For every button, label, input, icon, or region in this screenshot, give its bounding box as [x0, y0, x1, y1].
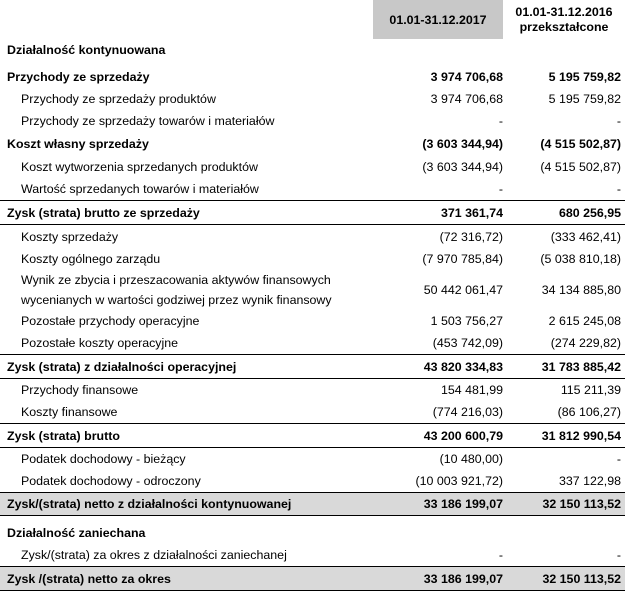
- row-label: Koszty ogólnego zarządu: [21, 252, 161, 266]
- table-row: [0, 355, 625, 379]
- value-2017: 371 361,74: [440, 205, 503, 220]
- value-2016: 337 122,98: [558, 474, 621, 488]
- value-2016: 31 783 885,42: [541, 359, 621, 374]
- table-row: [0, 132, 625, 156]
- table-row: [0, 310, 625, 332]
- header-2016-period: 01.01-31.12.2016: [515, 4, 613, 19]
- table-row: [0, 248, 625, 270]
- value-2016: (86 106,27): [557, 405, 621, 419]
- table-row: [0, 379, 625, 401]
- table-row: [0, 178, 625, 201]
- table-row: [0, 567, 625, 591]
- row-label: Koszty finansowe: [21, 405, 118, 419]
- value-2016: -: [616, 452, 621, 466]
- table-row: [0, 66, 625, 88]
- table-row: [0, 543, 625, 567]
- value-2016: (333 462,41): [550, 229, 621, 244]
- value-2016: 31 812 990,54: [541, 428, 621, 443]
- table-row: [0, 201, 625, 225]
- row-label: Zysk/(strata) za okres z działalności zaniechanej: [21, 547, 287, 562]
- row-label: Koszt wytworzenia sprzedanych produktów: [21, 160, 258, 174]
- value-2016: 2 615 245,08: [548, 314, 621, 328]
- value-2017: -: [498, 547, 503, 562]
- value-2016: 5 195 759,82: [548, 70, 621, 84]
- header-label-cell: [0, 0, 373, 39]
- value-2016: 34 134 885,80: [541, 283, 621, 297]
- value-2016: (274 229,82): [550, 336, 621, 350]
- table-row: [0, 88, 625, 110]
- value-2017: (72 316,72): [439, 229, 503, 244]
- value-2016: 115 211,39: [560, 383, 621, 397]
- row-label: Działalność zaniechana: [7, 525, 146, 540]
- value-2017: 33 186 199,07: [423, 497, 503, 511]
- row-label: Przychody ze sprzedaży: [7, 70, 150, 84]
- value-2016: (4 515 502,87): [540, 160, 621, 174]
- header-2016-note: przekształcone: [519, 19, 609, 34]
- value-2016: (5 038 810,18): [540, 252, 621, 266]
- value-2017: (774 216,03): [432, 405, 503, 419]
- value-2017: (7 970 785,84): [422, 252, 503, 266]
- row-label: Zysk/(strata) netto z działalności kontynuowanej: [7, 497, 292, 511]
- value-2017: 43 820 334,83: [423, 359, 503, 374]
- row-label: Koszty sprzedaży: [21, 229, 119, 244]
- value-2017: (3 603 344,94): [422, 160, 503, 174]
- value-2016: (4 515 502,87): [540, 137, 621, 151]
- table-row: [0, 470, 625, 493]
- row-label: Zysk (strata) brutto ze sprzedaży: [7, 205, 200, 220]
- value-2017: 154 481,99: [440, 383, 503, 397]
- row-label: Wynik ze zbycia i przeszacowania aktywów finansowych wycenianych w wartości godziwej przez wynik finansowy: [21, 273, 332, 307]
- value-2016: 32 150 113,52: [542, 497, 621, 511]
- row-label: Koszt własny sprzedaży: [7, 137, 149, 151]
- row-label: Przychody ze sprzedaży produktów: [21, 92, 216, 106]
- row-label: Zysk (strata) brutto: [7, 428, 120, 443]
- table-row: [0, 448, 625, 470]
- row-label: Przychody finansowe: [21, 383, 139, 397]
- row-label: Wartość sprzedanych towarów i materiałów: [21, 182, 259, 196]
- value-2016: -: [616, 182, 621, 196]
- value-2017: 3 974 706,68: [430, 70, 503, 84]
- table-row: [0, 424, 625, 448]
- value-2016: -: [616, 114, 621, 128]
- value-2016: 32 150 113,52: [542, 571, 621, 586]
- row-label: Działalność kontynuowana: [7, 42, 166, 57]
- value-2016: -: [616, 547, 621, 562]
- value-2017: (3 603 344,94): [422, 137, 503, 151]
- table-row: [0, 522, 625, 543]
- header-2017: 01.01-31.12.2017: [373, 0, 503, 39]
- row-label: Zysk (strata) z działalności operacyjnej: [7, 359, 237, 374]
- row-label: Pozostałe koszty operacyjne: [21, 336, 179, 350]
- value-2017: (10 480,00): [439, 452, 503, 466]
- row-label: Podatek dochodowy - odroczony: [21, 474, 201, 488]
- table-row: [0, 156, 625, 178]
- table-row: [0, 332, 625, 355]
- header-2016: [503, 0, 625, 39]
- value-2016: 680 256,95: [558, 205, 621, 220]
- table-row: [0, 110, 625, 132]
- table-header: [0, 0, 625, 39]
- table-row: [0, 39, 625, 60]
- table-row: [0, 401, 625, 424]
- value-2017: -: [498, 114, 503, 128]
- value-2017: 1 503 756,27: [430, 314, 503, 328]
- value-2017: 3 974 706,68: [430, 92, 503, 106]
- table-row: [0, 493, 625, 516]
- value-2017: -: [498, 182, 503, 196]
- row-label: Zysk /(strata) netto za okres: [7, 571, 171, 586]
- value-2017: 33 186 199,07: [423, 571, 503, 586]
- value-2017: (453 742,09): [432, 336, 503, 350]
- value-2017: 43 200 600,79: [423, 428, 503, 443]
- row-label: Podatek dochodowy - bieżący: [21, 452, 186, 466]
- value-2016: 5 195 759,82: [548, 92, 621, 106]
- table-row: [0, 225, 625, 248]
- value-2017: 50 442 061,47: [423, 283, 503, 297]
- row-label: Pozostałe przychody operacyjne: [21, 314, 200, 328]
- row-label: Przychody ze sprzedaży towarów i materiałów: [21, 114, 275, 128]
- table-row: [0, 270, 625, 310]
- value-2017: (10 003 921,72): [415, 474, 503, 488]
